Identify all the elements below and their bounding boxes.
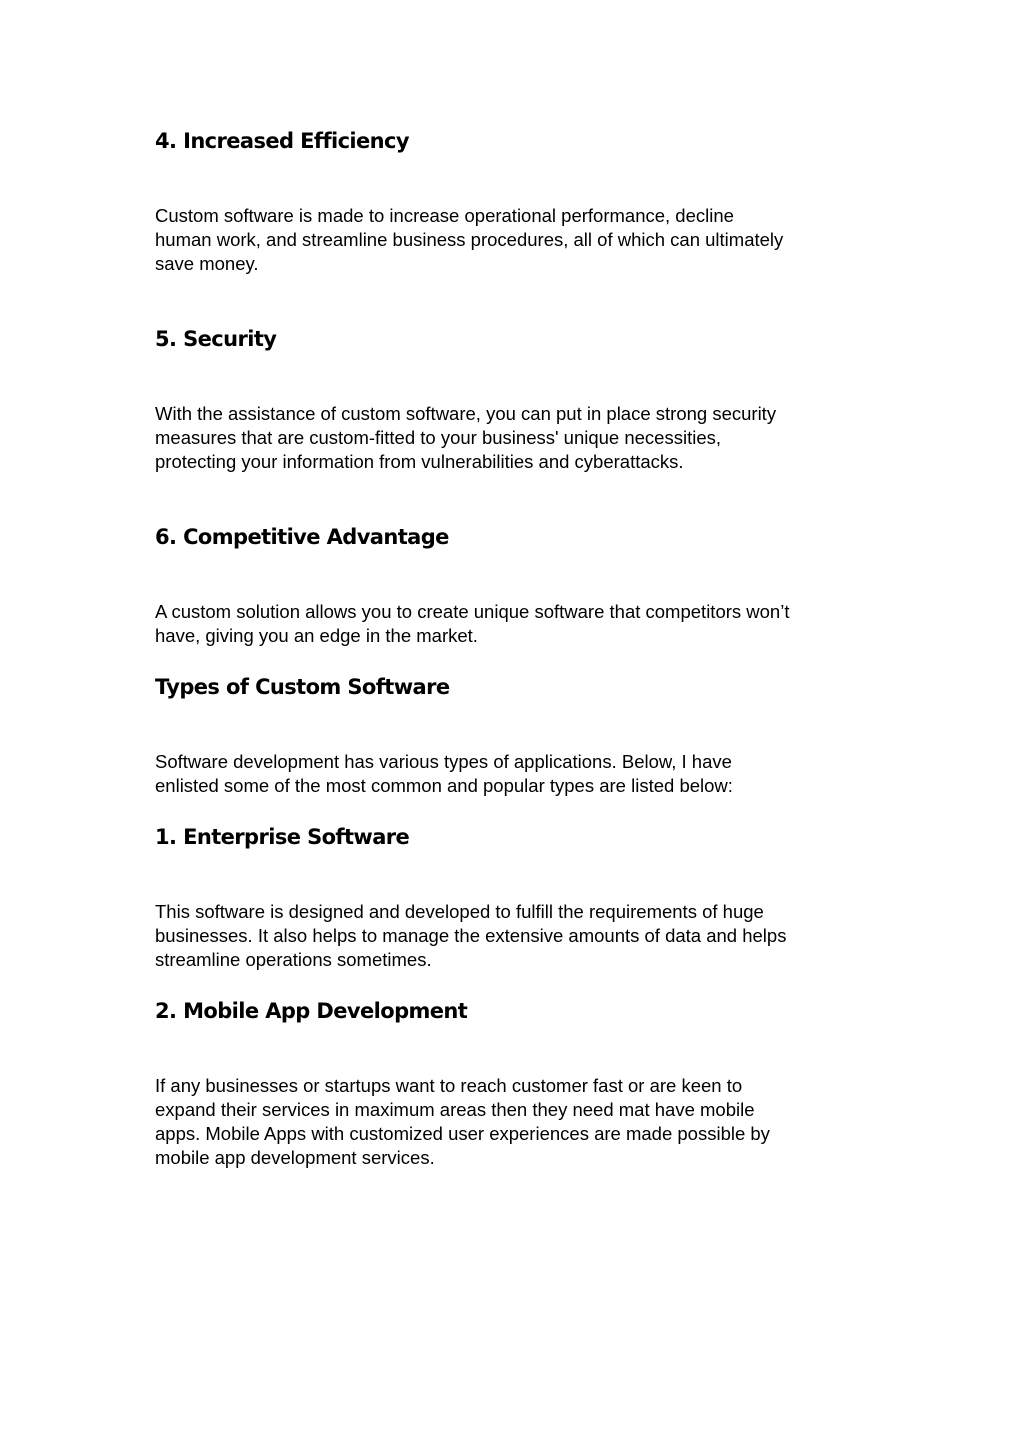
paragraph-line: businesses. It also helps to manage the extensive amounts of data and helps — [155, 925, 787, 946]
paragraph-line: Software development has various types of applications. Below, I have — [155, 751, 732, 772]
section-heading-types-of-custom-software: Types of Custom Software — [155, 675, 450, 699]
paragraph-line: expand their services in maximum areas then they need mat have mobile — [155, 1099, 755, 1120]
paragraph-line: human work, and streamline business procedures, all of which can ultimately — [155, 229, 784, 250]
paragraph-line: This software is designed and developed to fulfill the requirements of huge — [155, 901, 764, 922]
section-heading-mobile-app-development: 2. Mobile App Development — [155, 999, 468, 1023]
section-paragraph-enterprise-software — [155, 900, 786, 972]
paragraph-line: A custom solution allows you to create unique software that competitors won’t — [155, 601, 790, 622]
section-heading-increased-efficiency: 4. Increased Efficiency — [155, 129, 409, 153]
paragraph-line: If any businesses or startups want to reach customer fast or are keen to — [155, 1075, 743, 1096]
section-paragraph-security — [155, 402, 776, 474]
paragraph-line: apps. Mobile Apps with customized user experiences are made possible by — [155, 1123, 770, 1144]
section-paragraph-increased-efficiency — [155, 204, 783, 276]
paragraph-line: With the assistance of custom software, you can put in place strong security — [155, 403, 777, 424]
paragraph-line: protecting your information from vulnerabilities and cyberattacks. — [155, 451, 684, 472]
section-heading-competitive-advantage: 6. Competitive Advantage — [155, 525, 449, 549]
section-heading-enterprise-software: 1. Enterprise Software — [155, 825, 410, 849]
section-heading-security: 5. Security — [155, 327, 277, 351]
paragraph-line: Custom software is made to increase operational performance, decline — [155, 205, 734, 226]
paragraph-line: mobile app development services. — [155, 1147, 435, 1168]
paragraph-line: enlisted some of the most common and popular types are listed below: — [155, 775, 733, 796]
section-paragraph-types-of-custom-software — [155, 750, 733, 798]
paragraph-line: streamline operations sometimes. — [155, 949, 432, 970]
section-paragraph-competitive-advantage — [155, 600, 789, 648]
section-paragraph-mobile-app-development — [155, 1074, 770, 1170]
paragraph-line: save money. — [155, 253, 259, 274]
paragraph-line: measures that are custom-fitted to your business' unique necessities, — [155, 427, 722, 448]
paragraph-line: have, giving you an edge in the market. — [155, 625, 478, 646]
